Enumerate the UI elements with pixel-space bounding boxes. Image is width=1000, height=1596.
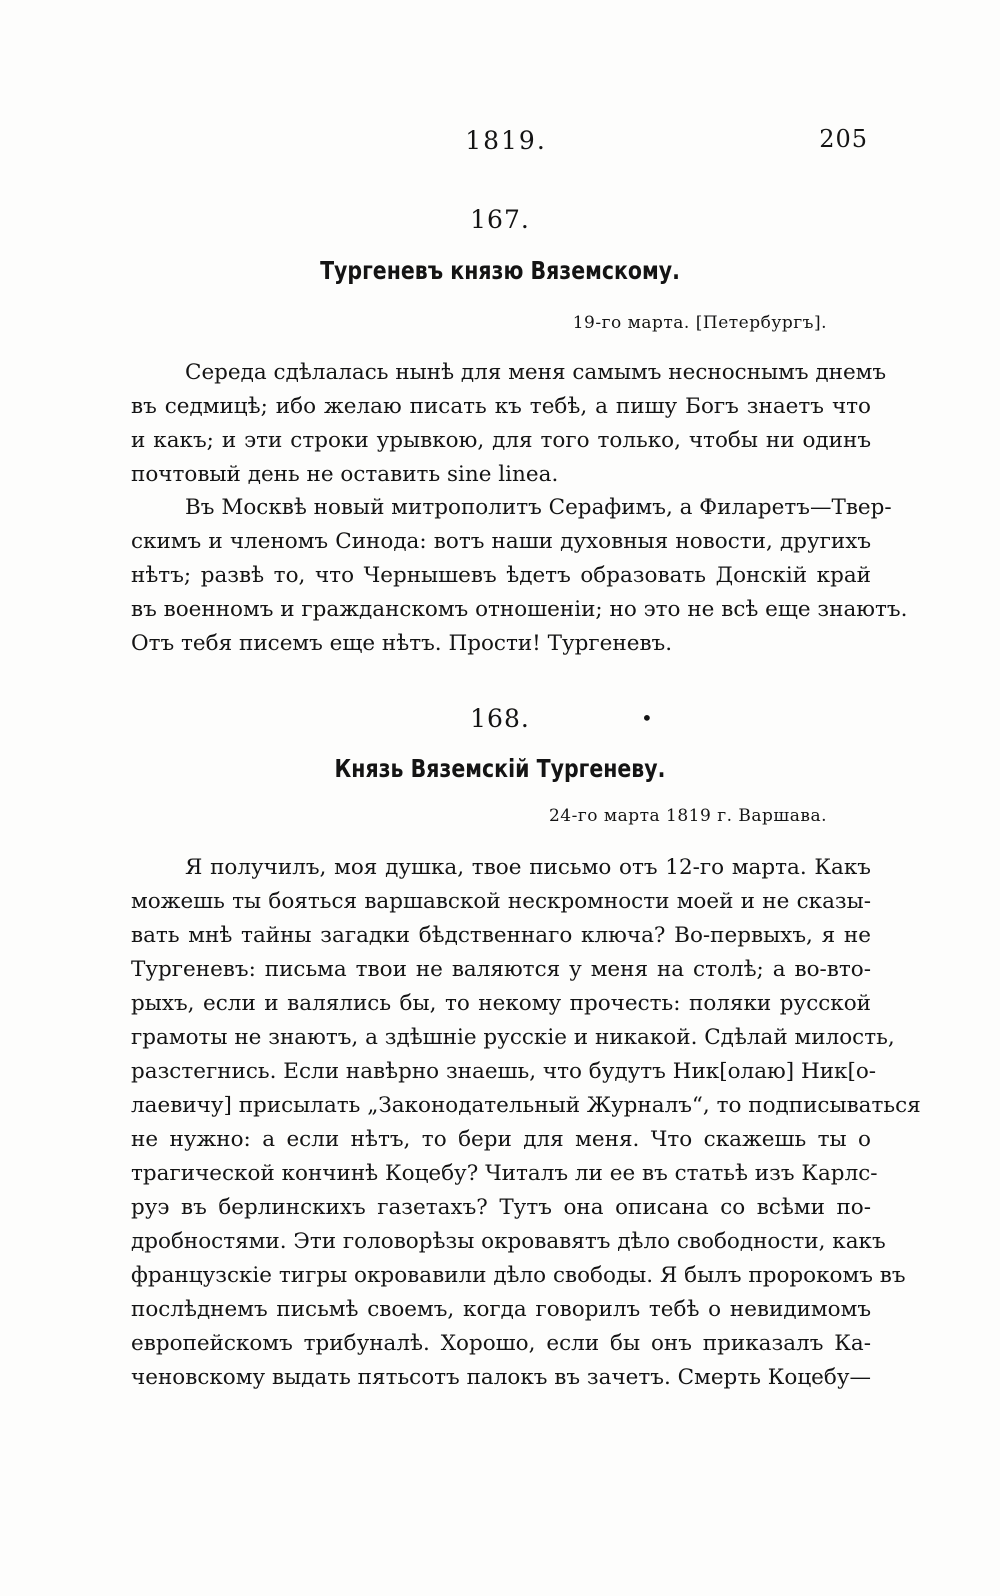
letter-168-heading: Князь Вяземскій Тургеневу.: [334, 754, 666, 783]
text-line: не нужно: а если нѣтъ, то бери для меня. Что скажешь ты о: [131, 1127, 871, 1152]
letter-167-heading: Тургеневъ князю Вяземскому.: [320, 256, 680, 285]
text-line: Въ Москвѣ новый митрополитъ Серафимъ, а Филаретъ—Твер-: [185, 495, 892, 520]
page-number: 205: [819, 125, 868, 153]
text-line: послѣднемъ письмѣ своемъ, когда говорилъ тебѣ о невидимомъ: [131, 1297, 871, 1322]
text-line: трагической кончинѣ Коцебу? Читалъ ли ее въ статьѣ изъ Карлс-: [131, 1161, 878, 1186]
text-line: въ седмицѣ; ибо желаю писать къ тебѣ, а пишу Богъ знаетъ что: [131, 394, 871, 419]
text-line: грамоты не знаютъ, а здѣшніе русскіе и никакой. Сдѣлай милость,: [131, 1025, 895, 1050]
text-line: Я получилъ, моя душка, твое письмо отъ 12-го марта. Какъ: [185, 855, 871, 880]
letter-167-paragraph-2: [131, 491, 908, 661]
letter-168-paragraph-1: [131, 851, 921, 1395]
letter-167-dateline: 19-го марта. [Петербургъ].: [572, 313, 827, 333]
text-line: руэ въ берлинскихъ газетахъ? Тутъ она описана со всѣми по-: [131, 1195, 871, 1220]
text-line: можешь ты бояться варшавской нескромности моей и не сказы-: [131, 889, 871, 914]
text-line: въ военномъ и гражданскомъ отношеніи; но это не всѣ еще знаютъ.: [131, 597, 908, 622]
text-line: французскіе тигры окровавили дѣло свободы. Я былъ пророкомъ въ: [131, 1263, 906, 1288]
letter-167-number: 167.: [470, 205, 530, 234]
text-line: разстегнись. Если навѣрно знаешь, что будутъ Ник[олаю] Ник[о-: [131, 1059, 877, 1084]
text-line: рыхъ, если и валялись бы, то некому прочесть: поляки русской: [131, 991, 871, 1016]
text-line: ченовскому выдать пятьсотъ палокъ въ зачетъ. Смерть Коцебу—: [131, 1365, 871, 1390]
text-line: дробностями. Эти головорѣзы окровавятъ дѣло свободности, какъ: [131, 1229, 886, 1254]
letter-167-paragraph-1: [131, 356, 887, 492]
text-line: лаевичу] присылать „Законодательный Журналъ“, то подписываться: [131, 1093, 921, 1118]
text-line: скимъ и членомъ Синода: вотъ наши духовныя новости, другихъ: [131, 529, 871, 554]
text-line: и какъ; и эти строки урывкою, для того только, чтобы ни одинъ: [131, 428, 871, 453]
text-line: Отъ тебя писемъ еще нѣтъ. Прости! Тургеневъ.: [131, 631, 673, 656]
text-line: Середа сдѣлалась нынѣ для меня самымъ несноснымъ днемъ: [185, 360, 887, 385]
letter-168-number: 168.: [470, 704, 530, 733]
letter-168-dateline: 24-го марта 1819 г. Варшава.: [548, 806, 827, 826]
print-speck: •: [641, 706, 653, 730]
text-line: нѣтъ; развѣ то, что Чернышевъ ѣдетъ образовать Донскій край: [131, 563, 871, 588]
text-line: Тургеневъ: письма твои не валяются у меня на столѣ; а во-вто-: [131, 957, 871, 982]
text-line: европейскомъ трибуналѣ. Хорошо, если бы онъ приказалъ Ка-: [131, 1331, 871, 1356]
running-header-year: 1819.: [465, 126, 547, 155]
text-line: почтовый день не оставить sine linea.: [131, 462, 559, 487]
text-line: вать мнѣ тайны загадки бѣдственнаго ключа? Во-первыхъ, я не: [131, 923, 871, 948]
